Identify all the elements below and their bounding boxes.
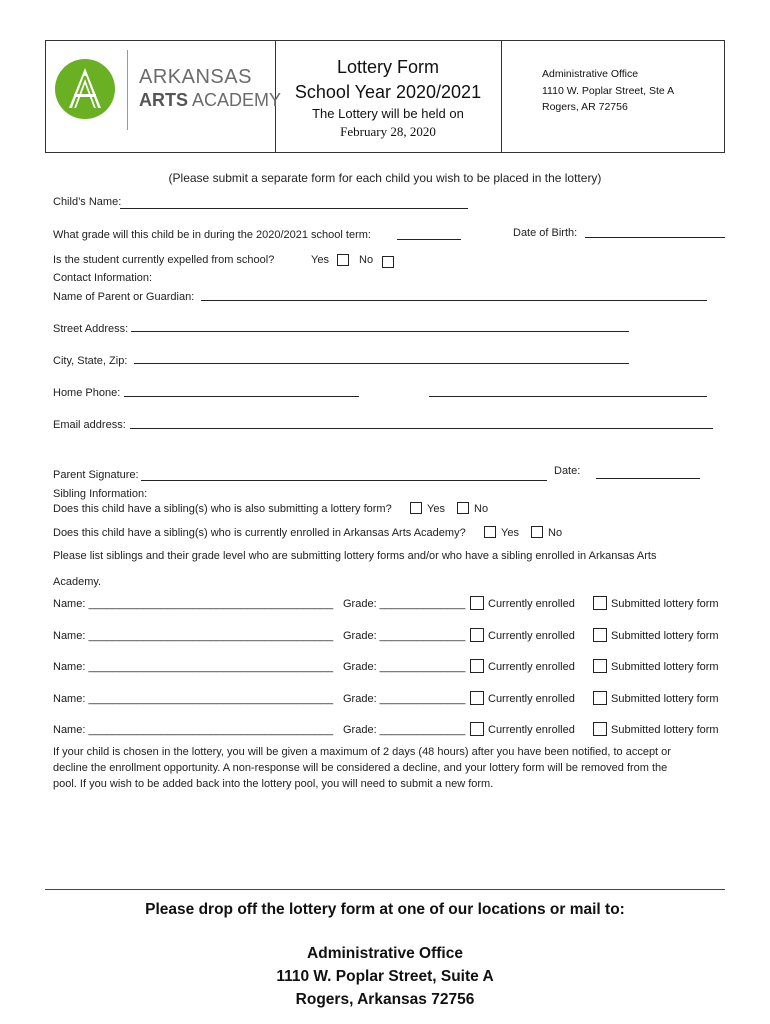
- logo-text-academy: [139, 90, 281, 111]
- currently-enrolled-checkbox[interactable]: [470, 596, 484, 610]
- office-street: 1110 W. Poplar Street, Ste A: [542, 85, 675, 97]
- form-title: Lottery Form: [336, 57, 440, 77]
- expelled-question: Is the student currently expelled from school?: [53, 254, 275, 266]
- footer-divider: [45, 889, 725, 890]
- sibling-grade-field[interactable]: Grade: ______________: [343, 630, 466, 642]
- submitted-lottery-label: Submitted lottery form: [611, 598, 719, 610]
- currently-enrolled-checkbox[interactable]: [470, 628, 484, 642]
- footer-city: Rogers, Arkansas 72756: [295, 991, 475, 1008]
- city-label: City, State, Zip:: [53, 355, 128, 367]
- sibling-name-field[interactable]: Name: ________________________________________: [53, 630, 334, 642]
- sibling-q2-yes-label: Yes: [501, 527, 519, 539]
- currently-enrolled-label: Currently enrolled: [488, 630, 575, 642]
- submitted-lottery-checkbox[interactable]: [593, 628, 607, 642]
- submitted-lottery-label: Submitted lottery form: [611, 724, 719, 736]
- city-field[interactable]: [134, 363, 629, 364]
- footer-street: 1110 W. Poplar Street, Suite A: [276, 968, 494, 985]
- sibling-name-field[interactable]: Name: ________________________________________: [53, 661, 334, 673]
- expelled-no-label: No: [359, 254, 374, 266]
- submitted-lottery-label: Submitted lottery form: [611, 630, 719, 642]
- street-field[interactable]: [131, 331, 629, 332]
- logo-text-arts: ARTS: [139, 90, 188, 110]
- submitted-lottery-checkbox[interactable]: [593, 659, 607, 673]
- sibling-grade-field[interactable]: Grade: ______________: [343, 724, 466, 736]
- submitted-lottery-checkbox[interactable]: [593, 691, 607, 705]
- dob-label: Date of Birth:: [513, 227, 578, 239]
- currently-enrolled-checkbox[interactable]: [470, 722, 484, 736]
- child-name-field[interactable]: [120, 208, 468, 209]
- lottery-date: February 28, 2020: [340, 124, 436, 139]
- notice-line-3: pool. If you wish to be added back into the lottery pool, you will need to submit a new form.: [53, 778, 494, 790]
- parent-name-field[interactable]: [201, 300, 707, 301]
- school-year: School Year 2020/2021: [294, 82, 482, 102]
- logo-divider: [127, 50, 128, 130]
- date-label: Date:: [554, 465, 581, 477]
- date-field[interactable]: [596, 478, 700, 479]
- sibling-q2: Does this child have a sibling(s) who is currently enrolled in Arkansas Arts Academy?: [53, 527, 466, 539]
- office-city: Rogers, AR 72756: [542, 101, 628, 113]
- child-name-label: Child’s Name:: [53, 196, 122, 208]
- sibling-q2-no-label: No: [548, 527, 563, 539]
- grade-field[interactable]: [397, 239, 461, 240]
- home-phone-label: Home Phone:: [53, 387, 121, 399]
- expelled-no-checkbox[interactable]: [382, 256, 394, 268]
- currently-enrolled-label: Currently enrolled: [488, 661, 575, 673]
- lottery-note: The Lottery will be held on: [312, 106, 464, 121]
- sibling-list-instruction: Please list siblings and their grade level who are submitting lottery forms and/or who have a sibling enrolled in Arkansas Arts: [53, 550, 657, 562]
- submitted-lottery-label: Submitted lottery form: [611, 661, 719, 673]
- sibling-grade-field[interactable]: Grade: ______________: [343, 598, 466, 610]
- sibling-list-instruction-cont: Academy.: [53, 576, 102, 588]
- office-name: Administrative Office: [542, 68, 639, 80]
- sibling-grade-field[interactable]: Grade: ______________: [343, 661, 466, 673]
- sibling-q1: Does this child have a sibling(s) who is also submitting a lottery form?: [53, 503, 392, 515]
- logo-text-arkansas: ARKANSAS: [139, 66, 252, 88]
- sibling-q2-no-checkbox[interactable]: [531, 526, 543, 538]
- notice-line-1: If your child is chosen in the lottery, you will be given a maximum of 2 days (48 hours) after you have been notified, to accept or: [53, 746, 671, 758]
- expelled-yes-checkbox[interactable]: [337, 254, 349, 266]
- sibling-name-field[interactable]: Name: ________________________________________: [53, 598, 334, 610]
- sibling-q1-no-label: No: [474, 503, 489, 515]
- sibling-name-field[interactable]: Name: ________________________________________: [53, 693, 334, 705]
- sibling-heading: Sibling Information:: [53, 488, 148, 500]
- footer-office: Administrative Office: [307, 945, 463, 962]
- drop-off-instruction: Please drop off the lottery form at one of our locations or mail to:: [145, 901, 625, 918]
- submitted-lottery-checkbox[interactable]: [593, 722, 607, 736]
- sibling-q1-yes-checkbox[interactable]: [410, 502, 422, 514]
- home-phone-field[interactable]: [124, 396, 359, 397]
- currently-enrolled-label: Currently enrolled: [488, 598, 575, 610]
- expelled-yes-label: Yes: [311, 254, 329, 266]
- grade-question-label: What grade will this child be in during the 2020/2021 school term:: [53, 229, 371, 241]
- school-logo: [54, 58, 116, 120]
- secondary-phone-field[interactable]: [429, 396, 707, 397]
- notice-line-2: decline the enrollment opportunity. A non-response will be considered a decline, and your lottery form will be removed from the: [53, 762, 668, 774]
- email-field[interactable]: [130, 428, 713, 429]
- contact-heading: Contact Information:: [53, 272, 153, 284]
- sibling-name-field[interactable]: Name: ________________________________________: [53, 724, 334, 736]
- sibling-q1-yes-label: Yes: [427, 503, 445, 515]
- parent-name-label: Name of Parent or Guardian:: [53, 291, 195, 303]
- header-divider: [501, 40, 502, 153]
- email-label: Email address:: [53, 419, 126, 431]
- sibling-q1-no-checkbox[interactable]: [457, 502, 469, 514]
- currently-enrolled-label: Currently enrolled: [488, 724, 575, 736]
- sibling-grade-field[interactable]: Grade: ______________: [343, 693, 466, 705]
- street-label: Street Address:: [53, 323, 129, 335]
- logo-mark-icon: [54, 58, 116, 120]
- submitted-lottery-checkbox[interactable]: [593, 596, 607, 610]
- currently-enrolled-label: Currently enrolled: [488, 693, 575, 705]
- currently-enrolled-checkbox[interactable]: [470, 691, 484, 705]
- submitted-lottery-label: Submitted lottery form: [611, 693, 719, 705]
- signature-field[interactable]: [141, 480, 547, 481]
- intro-instruction: (Please submit a separate form for each child you wish to be placed in the lottery): [168, 171, 602, 185]
- signature-label: Parent Signature:: [53, 469, 139, 481]
- sibling-q2-yes-checkbox[interactable]: [484, 526, 496, 538]
- currently-enrolled-checkbox[interactable]: [470, 659, 484, 673]
- dob-field[interactable]: [585, 237, 725, 238]
- logo-text-academy-word: ACADEMY: [188, 90, 282, 110]
